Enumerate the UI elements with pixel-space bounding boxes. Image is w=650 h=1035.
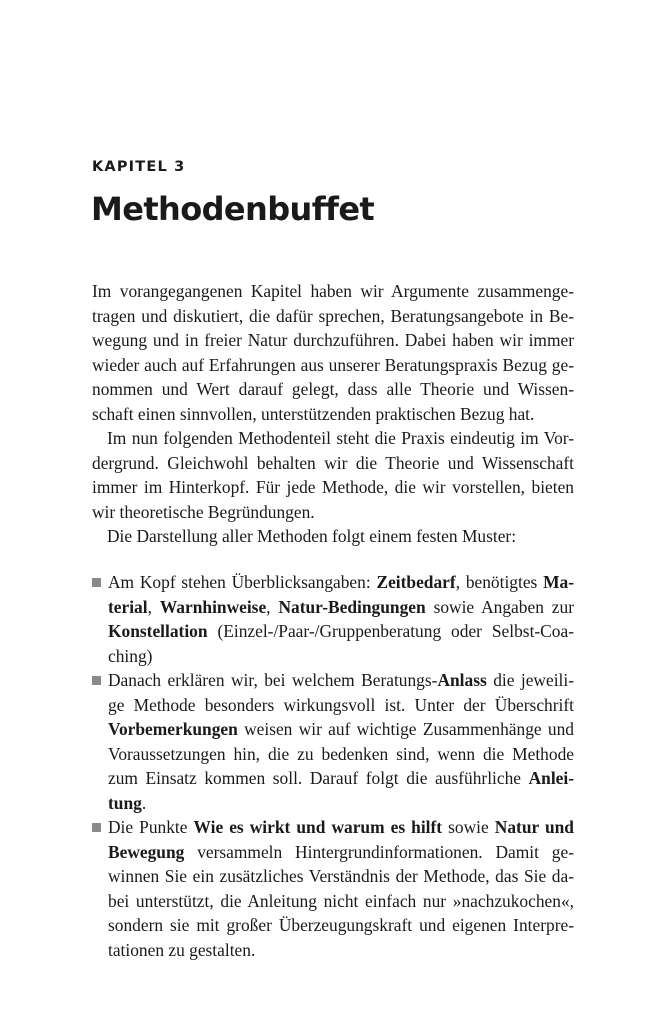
square-bullet-icon — [92, 676, 101, 685]
text-line: Danach erklären wir, bei welchem Beratungs-Anlass die jeweili- — [108, 670, 574, 690]
text-line: Voraussetzungen hin, die zu bedenken sind, wenn die Methode — [108, 743, 574, 764]
text-line: Die Darstellung aller Methoden folgt einem festen Muster: — [107, 526, 517, 546]
text-line: tragen und diskutiert, die dafür sprechen, Beratungsangebote in Be- — [92, 305, 574, 326]
text-line: ge Methode besonders wirkungsvoll ist. Unter der Überschrift — [108, 694, 574, 715]
text-line: ching) — [108, 645, 153, 666]
chapter-label: KAPITEL 3 — [92, 159, 186, 175]
square-bullet-icon — [92, 578, 101, 587]
text-line: immer im Hinterkopf. Für jede Methode, die wir vorstellen, bieten — [92, 477, 574, 497]
text-line: Die Punkte Wie es wirkt und warum es hilft sowie Natur und — [108, 817, 574, 837]
text-line: zum Einsatz kommen soll. Darauf folgt die ausführliche Anlei- — [108, 768, 574, 788]
text-line: terial, Warnhinweise, Natur-Bedingungen sowie Angaben zur — [108, 596, 575, 617]
text-line: tationen zu gestalten. — [108, 939, 256, 960]
text-line: Im vorangegangenen Kapitel haben wir Argumente zusammenge- — [92, 281, 574, 301]
text-line: Im nun folgenden Methodenteil steht die Praxis eindeutig im Vor- — [107, 428, 574, 448]
text-line: Vorbemerkungen weisen wir auf wichtige Zusammenhänge und — [108, 719, 574, 739]
square-bullet-icon — [92, 823, 101, 832]
text-line: bei unterstützt, die Anleitung nicht einfach nur »nachzukochen«, — [108, 890, 574, 911]
text-line: wieder auch auf Erfahrungen aus unserer Beratungspraxis Bezug ge- — [92, 354, 574, 375]
text-line: wegung und in freier Natur durchzuführen. Dabei haben wir immer — [92, 330, 574, 350]
text-line: nommen und Wert darauf gelegt, dass alle Theorie und Wissen- — [92, 379, 574, 399]
text-line: Konstellation (Einzel-/Paar-/Gruppenberatung oder Selbst-Coa- — [108, 621, 574, 641]
text-line: sondern sie mit großer Überzeugungskraft und eigenen Interpre- — [108, 915, 574, 935]
text-line: wir theoretische Begründungen. — [92, 501, 315, 522]
text-line: schaft einen sinnvollen, unterstützenden praktischen Bezug hat. — [92, 403, 535, 424]
chapter-title: Methodenbuffet — [91, 190, 375, 228]
text-line: Bewegung versammeln Hintergrundinformationen. Damit ge- — [108, 841, 574, 862]
text-line: dergrund. Gleichwohl behalten wir die Theorie und Wissenschaft — [92, 452, 574, 473]
text-line: Am Kopf stehen Überblicksangaben: Zeitbedarf, benötigtes Ma- — [108, 572, 574, 592]
text-line: winnen Sie ein zusätzliches Verständnis der Methode, das Sie da- — [108, 866, 574, 886]
text-line: tung. — [108, 792, 147, 813]
